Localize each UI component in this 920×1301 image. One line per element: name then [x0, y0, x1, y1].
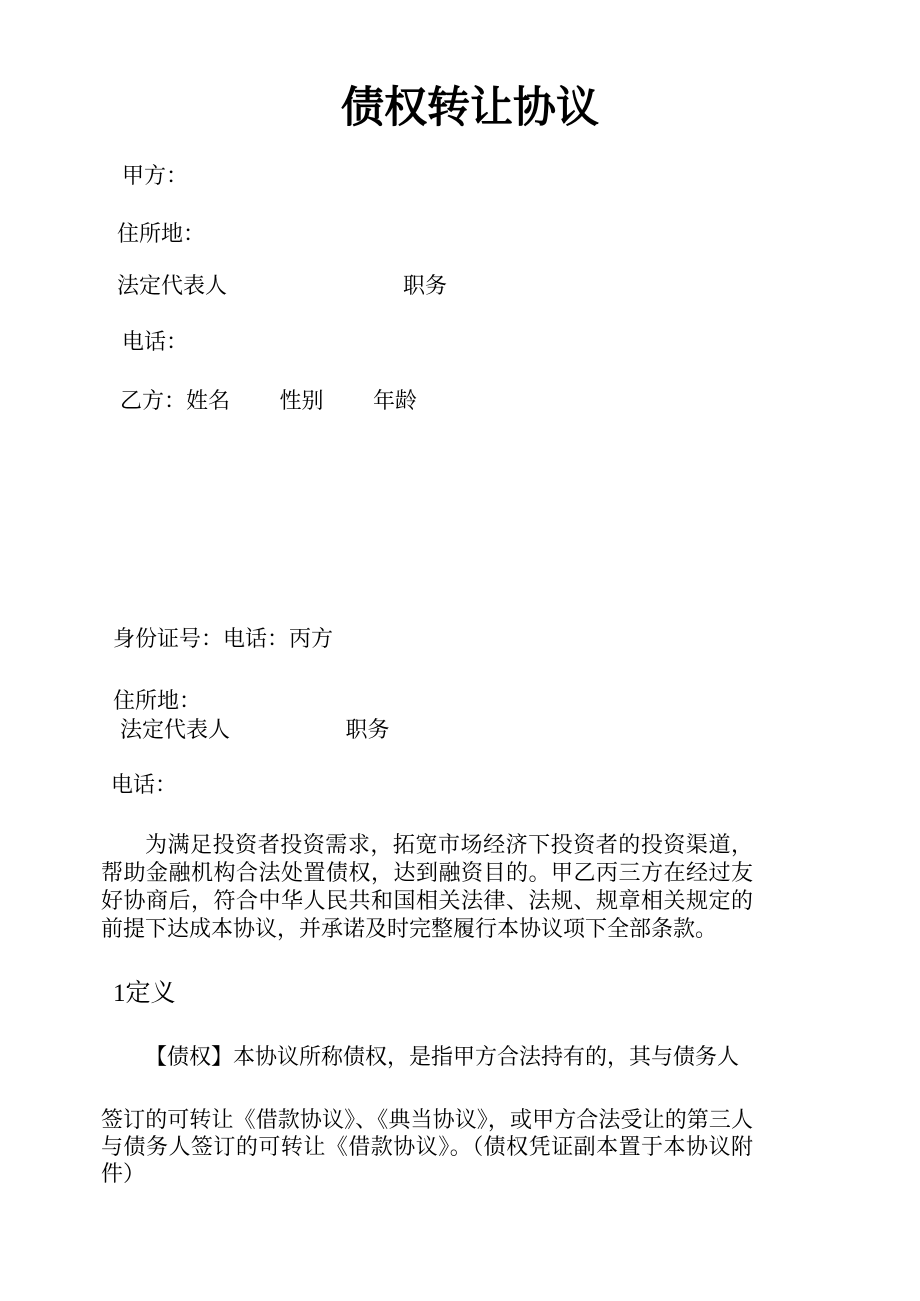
party-c-address-label: 住所地： — [113, 688, 202, 713]
party-b-name-gender-age-line: 乙方：姓名 性别 年龄 — [120, 388, 418, 413]
party-c-legal-rep-and-title: 法定代表人 职务 — [120, 717, 390, 742]
party-a-phone-label: 电话： — [122, 329, 189, 354]
party-a-legal-rep-and-title: 法定代表人 职务 — [117, 273, 448, 298]
preamble-paragraph: 为满足投资者投资需求，拓宽市场经济下投资者的投资渠道，帮助金融机构合法处置债权，达到融资目的。甲乙丙三方在经过友好协商后，符合中华人民共和国相关法律、法规、规章相关规定的前提下达成本协议，并承诺及时完整履行本协议项下全部条款。 — [101, 832, 753, 941]
definition-claim-first-line: 【债权】本协议所称债权，是指甲方合法持有的，其与债务人 — [145, 1044, 740, 1069]
party-a-address-label: 住所地： — [117, 221, 206, 246]
document-title: 债权转让协议 — [341, 85, 599, 132]
party-c-phone-label: 电话： — [111, 772, 178, 797]
definition-claim-continuation: 签订的可转让《借款协议》、《典当协议》，或甲方合法受让的第三人与债务人签订的可转让《借款协议》。（债权凭证副本置于本协议附件） — [101, 1107, 753, 1186]
party-b-id-phone-party-c-line: 身份证号：电话：丙方 — [113, 626, 334, 651]
section-1-definitions-heading: 1定义 — [113, 980, 176, 1007]
party-a-label: 甲方： — [122, 163, 189, 188]
